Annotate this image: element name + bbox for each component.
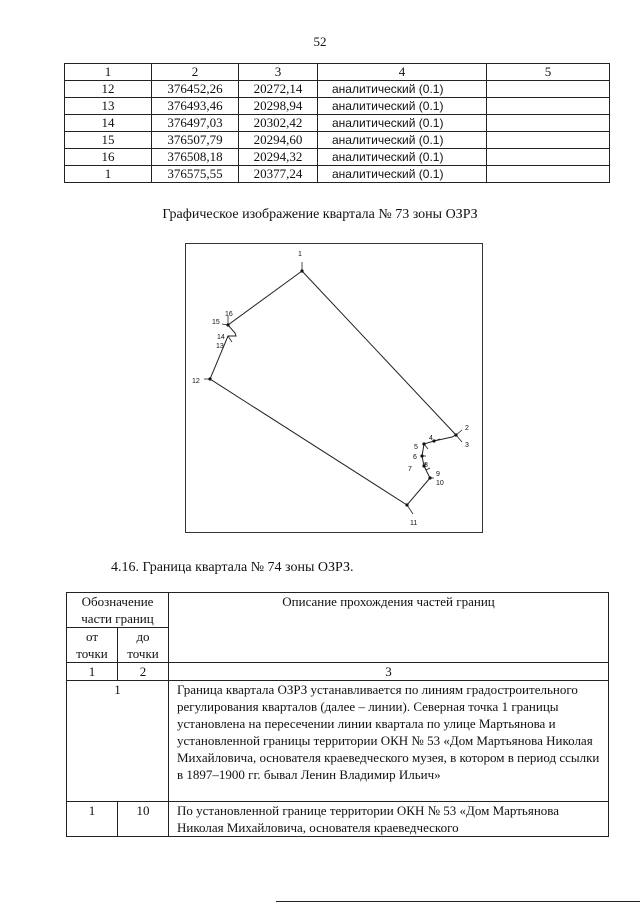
point-label-14: 14	[217, 334, 225, 341]
col-header-x: 2	[152, 64, 239, 81]
cell-y: 20302,42	[239, 115, 318, 132]
figure-caption: Графическое изображение квартала № 73 зоны ОЗРЗ	[162, 207, 478, 222]
cell-x: 376508,18	[152, 149, 239, 166]
point-label-8: 8	[424, 462, 428, 469]
cell-x: 376507,79	[152, 132, 239, 149]
cell-method: аналитический (0.1)	[318, 149, 487, 166]
cell-y: 20377,24	[239, 166, 318, 183]
cell-point: 1	[65, 166, 152, 183]
table-header-row	[67, 593, 609, 628]
table-row	[65, 132, 610, 149]
cell-x: 376575,55	[152, 166, 239, 183]
table-row	[67, 681, 609, 802]
cell-x: 376493,46	[152, 98, 239, 115]
boundary-description-table	[66, 592, 609, 837]
header-description: Описание прохождения частей границ	[169, 593, 609, 663]
coordinates-table	[64, 63, 610, 183]
table-row	[65, 98, 610, 115]
number-cell-1: 1	[67, 663, 118, 681]
point-label-4: 4	[429, 435, 433, 442]
cell-to: 10	[118, 802, 169, 837]
cell-point: 12	[65, 81, 152, 98]
boundary-polygon-svg	[186, 244, 482, 532]
cell-extra	[487, 81, 610, 98]
cell-x: 376497,03	[152, 115, 239, 132]
cell-point: 16	[65, 149, 152, 166]
point-label-11: 11	[410, 520, 418, 527]
point-label-13: 13	[216, 343, 224, 350]
table-number-row	[67, 663, 609, 681]
cell-y: 20272,14	[239, 81, 318, 98]
point-label-1: 1	[298, 251, 302, 258]
header-to-point: до точки	[118, 628, 169, 663]
point-label-12: 12	[192, 378, 200, 385]
col-header-5: 5	[487, 64, 610, 81]
point-leaders	[204, 262, 462, 514]
table-row	[65, 81, 610, 98]
point-label-2: 2	[465, 425, 469, 432]
table-header-row	[65, 64, 610, 81]
table-row	[65, 166, 610, 183]
cell-point: 14	[65, 115, 152, 132]
cell-method: аналитический (0.1)	[318, 166, 487, 183]
footer-rule	[276, 901, 640, 902]
cell-point: 13	[65, 98, 152, 115]
quarter-diagram	[185, 243, 483, 533]
point-markers	[208, 269, 457, 506]
cell-extra	[487, 149, 610, 166]
point-label-5: 5	[414, 444, 418, 451]
header-designation: Обозначение части границ	[67, 593, 169, 628]
point-label-9: 9	[436, 471, 440, 478]
table-row	[65, 115, 610, 132]
table-row	[67, 802, 609, 837]
cell-extra	[487, 132, 610, 149]
boundary-line	[210, 271, 456, 505]
cell-extra	[487, 98, 610, 115]
point-label-15: 15	[212, 319, 220, 326]
cell-point: 15	[65, 132, 152, 149]
cell-description: По установленной границе территории ОКН № 53 «Дом Мартьянова Николая Михайловича, основателя краеведческого	[169, 802, 609, 837]
cell-method: аналитический (0.1)	[318, 81, 487, 98]
page-number: 52	[313, 34, 327, 49]
point-label-7: 7	[408, 466, 412, 473]
number-cell-2: 2	[118, 663, 169, 681]
cell-y: 20298,94	[239, 98, 318, 115]
cell-method: аналитический (0.1)	[318, 98, 487, 115]
cell-extra	[487, 166, 610, 183]
cell-description: Граница квартала ОЗРЗ устанавливается по линиям градостроительного регулирования кварталов (далее – линии). Северная точка 1 границы установлена на пересечении линии квартала по улице Мартьянова и установленной границы территории ОКН № 53 «Дом Мартьянова Николая Михайловича, основателя краеведческого музея, в котором в период ссылки в 1897–1900 гг. бывал Ленин Владимир Ильич»	[169, 681, 609, 802]
point-label-16: 16	[225, 311, 233, 318]
cell-point: 1	[67, 681, 169, 802]
table-row	[65, 149, 610, 166]
cell-x: 376452,26	[152, 81, 239, 98]
col-header-point: 1	[65, 64, 152, 81]
number-cell-3: 3	[169, 663, 609, 681]
col-header-y: 3	[239, 64, 318, 81]
cell-method: аналитический (0.1)	[318, 115, 487, 132]
point-label-6: 6	[413, 454, 417, 461]
point-label-10: 10	[436, 480, 444, 487]
cell-y: 20294,60	[239, 132, 318, 149]
point-label-3: 3	[465, 442, 469, 449]
cell-y: 20294,32	[239, 149, 318, 166]
cell-extra	[487, 115, 610, 132]
header-from-point: от точки	[67, 628, 118, 663]
cell-from: 1	[67, 802, 118, 837]
section-title: 4.16. Граница квартала № 74 зоны ОЗРЗ.	[111, 560, 354, 575]
col-header-method: 4	[318, 64, 487, 81]
cell-method: аналитический (0.1)	[318, 132, 487, 149]
